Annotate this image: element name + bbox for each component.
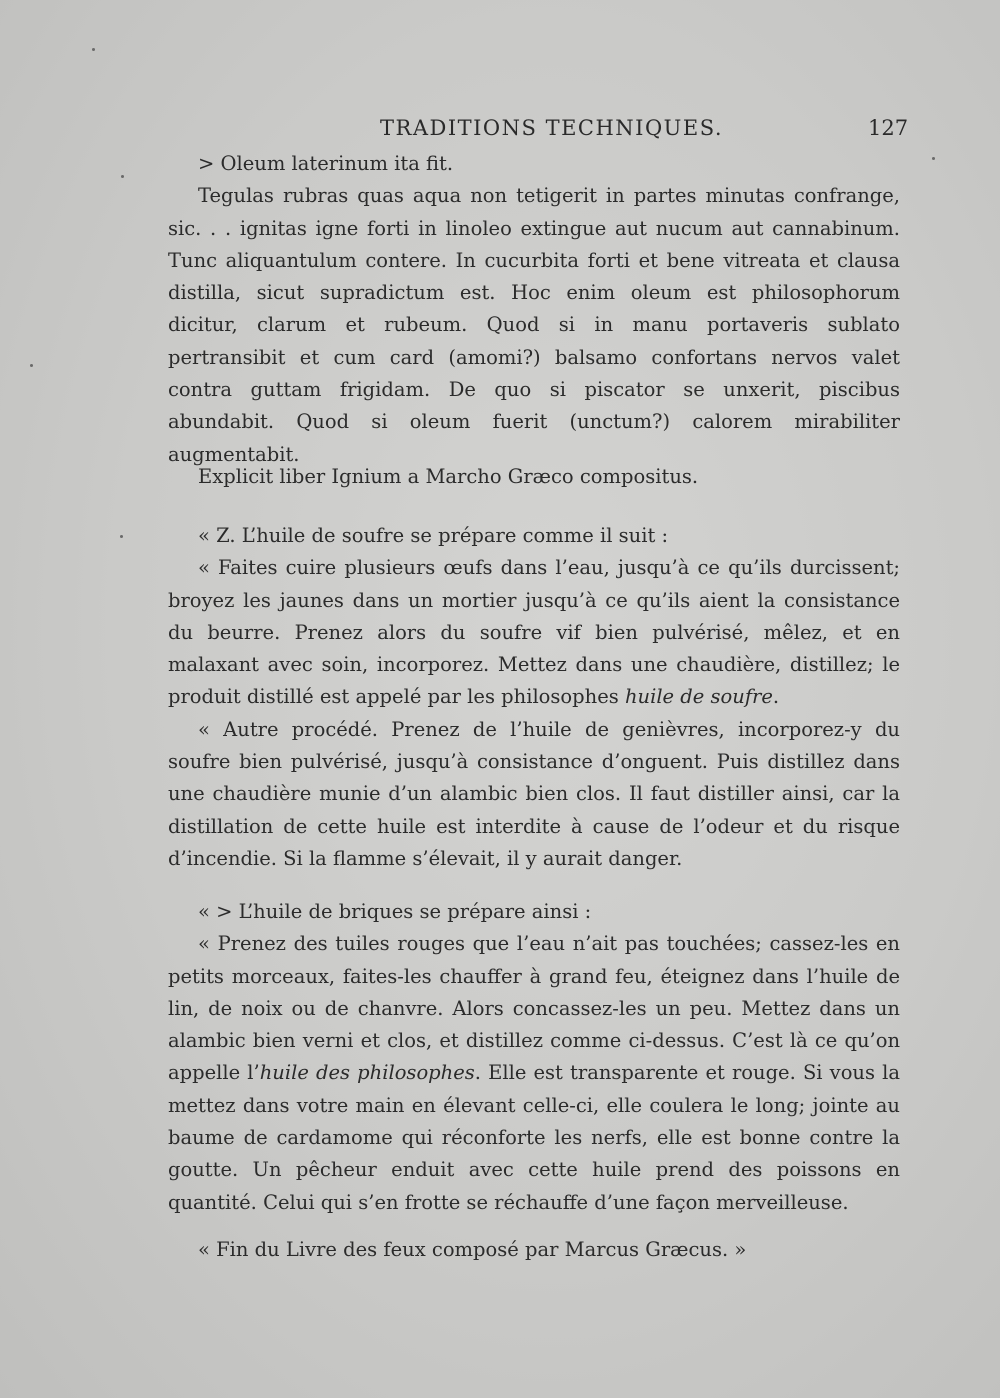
sulfur-heading: « Z. L’huile de soufre se prépare comme il suit : <box>198 524 669 547</box>
paper-speck <box>30 364 33 367</box>
brick-text: « Prenez des tuiles rouges que l’eau n’ait pas touchées; cassez-les en petits morceaux, faites-les chauffer à grand feu, éteignez dans l’huile de lin, de noix ou de chanvre. Alors concassez-les un peu. Mettez dans un alambic bien verni et clos, et distillez comme ci-dessus. C’est là ce qu’on appelle l’ <box>168 932 900 1085</box>
philosophers-oil-term: huile des philosophes <box>259 1061 475 1085</box>
explicit-text: Explicit liber Ignium a Marcho Græco compositus. <box>198 465 699 488</box>
sulfur-paragraph <box>168 552 900 713</box>
juniper-paragraph: « Autre procédé. Prenez de l’huile de genièvres, incorporez-y du soufre bien pulvérisé, jusqu’à consistance d’onguent. Puis distillez dans une chaudière munie d’un alambic bien clos. Il faut distiller ainsi, car la distillation de cette huile est interdite à cause de l’odeur et du risque d’incendie. Si la flamme s’élevait, il y aurait danger. <box>168 717 900 870</box>
sulfur-oil-term: huile de soufre <box>624 685 773 709</box>
paper-speck <box>92 48 95 51</box>
paper-speck <box>932 157 935 160</box>
paper-speck <box>120 535 123 538</box>
sulfur-text: « Faites cuire plusieurs œufs dans l’eau, jusqu’à ce qu’ils durcissent; broyez les jaunes dans un mortier jusqu’à ce qu’ils aient la consistance du beurre. Prenez alors du soufre vif bien pulvérisé, mêlez, et en malaxant avec soin, incorporez. Mettez dans une chaudière, distillez; le produit distillé est appelé par les philosophes <box>168 556 900 709</box>
brick-heading: « > L’huile de briques se prépare ainsi : <box>198 900 592 923</box>
latin-paragraph: Tegulas rubras quas aqua non tetigerit in partes minutas confrange, sic. . . ignitas igne forti in linoleo extingue aut nucum aut cannabinum. Tunc aliquantulum contere. In cucurbita forti et bene vitreata et clausa distilla, sicut supradictum est. Hoc enim oleum est philosophorum dicitur, clarum et rubeum. Quod si in manu portaveris sublato pertransibit et cum card (amomi?) balsamo confortans nervos valet contra guttam frigidam. De quo si piscator se unxerit, piscibus abundabit. Quod si oleum fuerit (unctum?) calorem mirabiliter augmentabit. <box>168 184 900 466</box>
sulfur-oil-section <box>168 520 900 875</box>
closing-text: « Fin du Livre des feux composé par Marcus Græcus. » <box>198 1238 747 1261</box>
brick-oil-section <box>168 896 900 1219</box>
latin-heading: > Oleum laterinum ita fit. <box>198 152 454 175</box>
paper-speck <box>121 175 124 178</box>
running-title: TRADITIONS TECHNIQUES. <box>380 116 724 140</box>
brick-text-end: . Elle est transparente et rouge. Si vous la mettez dans votre main en élevant celle-ci, elle coulera le long; jointe au baume de cardamome qui réconforte les nerfs, elle est bonne contre la goutte. Un pêcheur enduit avec cette huile prend des poissons en quantité. Celui qui s’en frotte se réchauffe d’une façon merveilleuse. <box>168 1061 901 1214</box>
explicit-line <box>168 461 900 493</box>
page-number: 127 <box>868 116 909 140</box>
sulfur-text-end: . <box>772 685 780 709</box>
brick-paragraph <box>168 928 900 1219</box>
closing-line <box>168 1234 900 1266</box>
latin-recipe <box>168 148 900 471</box>
